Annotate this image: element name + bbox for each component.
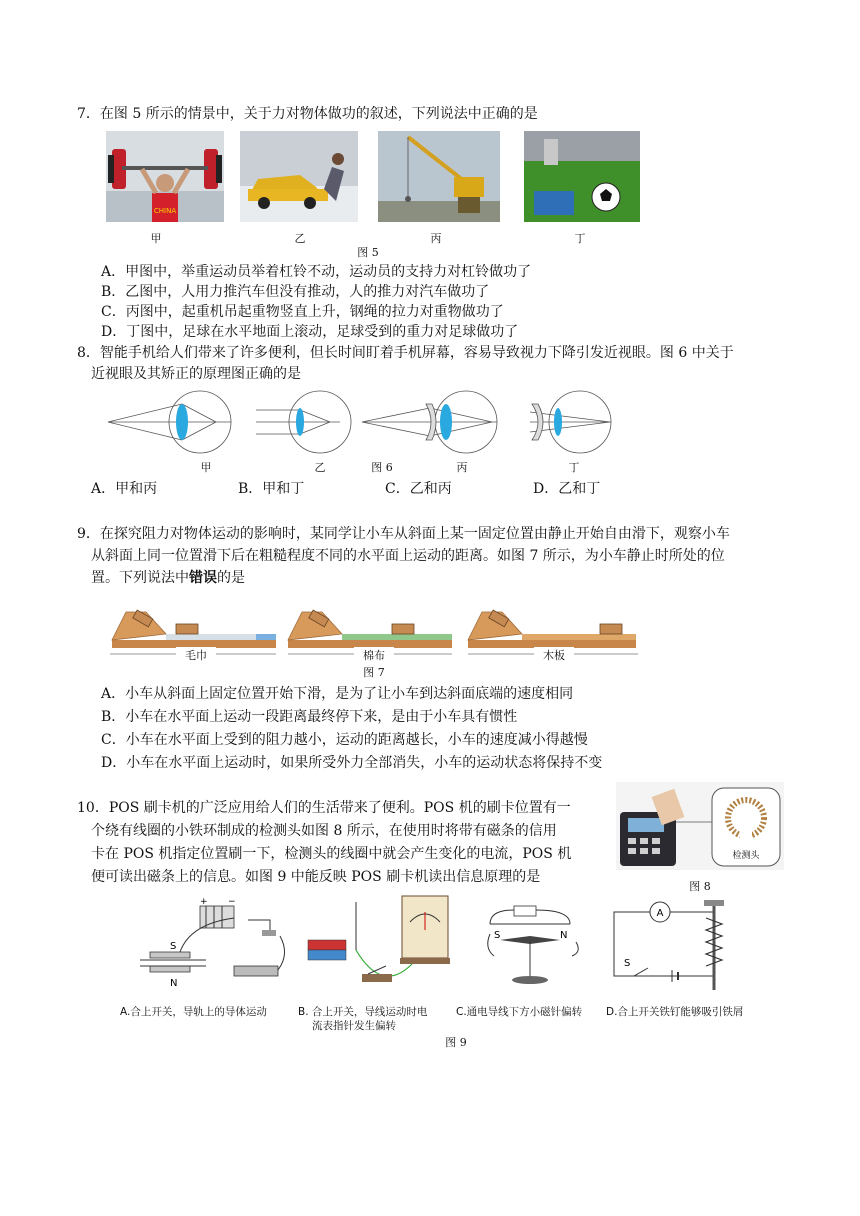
fig8-detector-label: 检测头 [732,851,760,861]
q8-option-a: A．甲和丙 [91,481,158,497]
q10-caption-d: D.合上开关铁钉能够吸引铁屑 [606,1006,744,1018]
q8-label-ding: 丁 [568,461,580,474]
q7-label-yi: 乙 [294,232,306,245]
q10-caption-c: C.通电导线下方小磁针偏转 [456,1006,583,1018]
q7-label-jia: 甲 [150,232,162,245]
q10-pos-machine-figure [616,782,784,870]
q8-stem-line2: 近视眼及其矫正的原理图正确的是 [91,366,301,382]
switch-s: S [624,958,631,969]
q8-eye-diagrams [100,390,620,458]
q7-label-bing: 丙 [430,232,442,245]
q7-option-a: A．甲图中，举重运动员举着杠铃不动，运动员的支持力对杠铃做功了 [101,264,532,280]
q9-option-c: C．小车在水平面上受到的阻力越小，运动的距离越长，小车的速度减小得越慢 [101,732,588,748]
q8-option-b: B．甲和丁 [238,481,305,497]
q10-stem-line1: 10．POS 刷卡机的广泛应用给人们的生活带来了便利。POS 机的刷卡位置有一 [77,800,571,816]
magnet-n-a: N [170,978,178,989]
q10-stem-line4: 便可读出磁条上的信息。如图 9 中能反映 POS 刷卡机读出信息原理的是 [91,869,541,885]
q7-photo-football [524,131,640,222]
q8-stem-line1: 8．智能手机给人们带来了许多便利，但长时间盯着手机屏幕，容易导致视力下降引发近视眼。图 6 中关于 [77,345,734,361]
battery-minus: − [228,897,236,907]
q10-stem-line2: 个绕有线圈的小铁环制成的检测头如图 8 所示，在使用时将带有磁条的信用 [91,823,557,839]
q9-stem-part1: 置。下列说法中 [91,570,189,586]
q7-option-d: D．丁图中，足球在水平地面上滚动，足球受到的重力对足球做功了 [101,324,519,340]
q10-fig9-caption: 图 9 [445,1036,467,1049]
q9-surface-towel: 毛巾 [176,647,216,663]
needle-s: S [494,930,501,941]
q7-figure-caption: 图 5 [357,246,379,259]
ammeter-a: A [656,908,664,919]
q10-caption-a: A.合上开关，导轨上的导体运动 [120,1006,267,1018]
q7-option-b: B．乙图中，人用力推汽车但没有推动，人的推力对汽车做功了 [101,284,490,300]
q9-surface-wood: 木板 [534,647,574,663]
q9-emphasis-wrong: 错误 [189,570,217,586]
q10-fig9-diagrams [130,894,766,1000]
q9-stem-line1: 9．在探究阻力对物体运动的影响时，某同学让小车从斜面上某一固定位置由静止开始自由滑下，观察小车 [77,526,730,542]
q8-label-bing: 丙 [456,461,468,474]
q9-figure-caption: 图 7 [363,666,385,679]
q9-stem-part3: 的是 [217,570,245,586]
q9-option-a: A．小车从斜面上固定位置开始下滑，是为了让小车到达斜面底端的速度相同 [101,686,574,702]
q9-option-d: D．小车在水平面上运动时，如果所受外力全部消失，小车的运动状态将保持不变 [101,755,603,771]
q10-caption-b-line2: 流表指针发生偏转 [312,1020,396,1032]
jersey-text: CHINA [153,207,177,215]
battery-plus: + [200,897,208,907]
q10-fig8-caption: 图 8 [689,880,711,893]
q7-photo-crane [378,131,500,222]
magnet-s-a: S [170,941,177,952]
q8-label-jia: 甲 [200,461,212,474]
q9-option-b: B．小车在水平面上运动一段距离最终停下来，是由于小车具有惯性 [101,709,518,725]
q9-surface-cotton: 棉布 [354,647,394,663]
q7-option-c: C．丙图中，起重机吊起重物竖直上升，钢绳的拉力对重物做功了 [101,304,504,320]
needle-n: N [560,930,568,941]
q7-photo-weightlifter [106,131,224,222]
q7-photo-pushing-car [240,131,358,222]
q7-stem: 7．在图 5 所示的情景中，关于力对物体做功的叙述，下列说法中正确的是 [77,106,538,122]
q9-stem-line3 [91,568,245,588]
q7-label-ding: 丁 [574,232,586,245]
q8-label-yi: 乙 [314,461,326,474]
q9-stem-line2: 从斜面上同一位置滑下后在粗糙程度不同的水平面上运动的距离。如图 7 所示，为小车静止时所处的位 [91,548,725,564]
q8-figure-caption: 图 6 [371,461,393,474]
q10-caption-b-line1: B. 合上开关，导线运动时电 [298,1006,428,1018]
q8-option-c: C．乙和丙 [385,481,452,497]
q10-stem-line3: 卡在 POS 机指定位置刷一下，检测头的线圈中就会产生变化的电流，POS 机 [91,846,572,862]
q8-option-d: D．乙和丁 [533,481,601,497]
